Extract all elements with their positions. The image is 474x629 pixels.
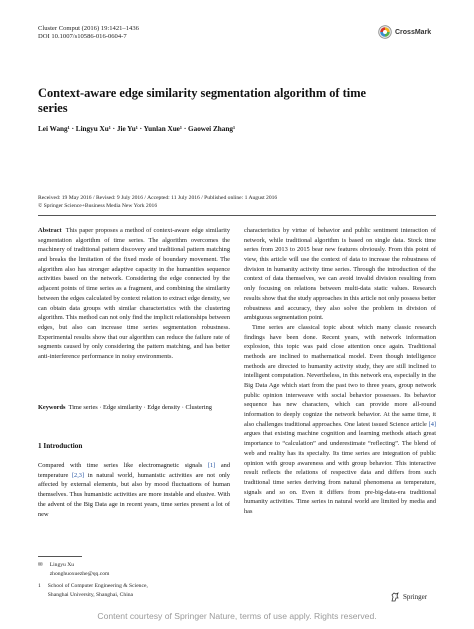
journal-citation [38,25,139,42]
keywords-text: Time series · Edge similarity · Edge density · Clustering [68,404,212,411]
citation-link[interactable]: [2,3] [71,471,85,479]
affiliation-mark: 1 [38,583,41,590]
intro-text-part: and temperature [38,462,231,479]
intro-text-part: Compared with time series like electromagnetic signals [38,462,208,469]
copyright-line: © Springer Science+Business Media New York 2016 [38,203,158,210]
journal-doi[interactable]: DOI 10.1007/s10586-016-0604-7 [38,33,127,41]
affiliation [38,582,230,599]
envelope-icon: ✉ [38,562,43,568]
article-history [38,194,277,211]
abstract-block [38,226,230,362]
abstract-label: Abstract [38,227,62,234]
crossmark-badge[interactable] [378,25,431,39]
abstract-text: This paper proposes a method of context-aware edge similarity segmentation algorithm of time series. The algorithm overcomes the machinery of traditional pattern discovery and traditional pattern matching and breaks the limitation of the fixed mode of boundary movement. The algorithm also has stronger adaptive capacity in the humanities sequence activities based on the network. Considering the edge connected by the adjacent points of time series as a fragment, and combining the similarity between the edges calculated by context relation to extract edge density, we can obtain data groups with similar characteristics with the clustering algorithm. This method can not only find the implicit relationships between edges, but also can increase time series segmentation robustness. Experimental results show that our algorithm can reduce the failure rate of segments caused by only considering the pattern matching, and has better anti-interference performance in noisy environments. [38,227,231,360]
introduction-paragraph [38,461,230,519]
affiliation-line: Shanghai University, Shanghai, China [47,591,134,598]
crossmark-label: CrossMark [395,28,432,36]
body-text-part: argues that existing machine cognition and learning methods attach great importance to “calculation” and underestimate “reflecting”. The blend of web and reality has its specialty. Its time series are integration of public opinion with group awareness and with group behavior. This interactive result reflects the relations of respective data and differs from such traditional time series deriving from natural phenomena as temperature, signals and so on. Even it differs from pre-big-data-era traditional humanity activities. Time series in natural world are limited by media and has [244,430,436,515]
journal-issue: Cluster Comput (2016) 19:1421–1436 [38,25,139,32]
body-right-column [244,226,436,517]
body-paragraph: characteristics by virtue of behavior and public sentiment interaction of network, while traditional algorithm is based on single data. Stock time series from 2013 to 2015 bear new features obviously. From this point of view, this article will use the context of data to increase the robustness of division in humanity activity time series. Through the introduction of the context of data themselves, we can avoid invalid division resulting from only focusing on relations between multi-data static values. Research results show that the study approaches in this article not only possess better robustness and accuracy, they also solve the problem in division of ambiguous segmentation point. [244,227,436,322]
intro-text-part: in natural world, humanistic activities are not only affected by external elements, but also by mood fluctuations of human themselves. Thus humanistic activities are more instable and elusive. With the advent of the Big Data age in recent years, time series present a lot of new [38,471,230,518]
publisher-logo [390,592,427,602]
header-divider [38,215,436,216]
corresponding-author [38,561,230,578]
section-heading-introduction: 1 Introduction [38,442,83,450]
citation-link[interactable]: [1] [207,462,216,469]
author-name: Lingyu Xu [49,562,75,568]
footnote-divider [38,556,82,557]
author-list: Lei Wang¹ · Lingyu Xu¹ · Jie Yu¹ · Yunlan Xue¹ · Gaowei Zhang¹ [38,125,236,133]
publisher-name: Springer [403,593,428,601]
citation-link[interactable]: [4] [428,420,436,428]
publication-dates: Received: 19 May 2016 / Revised: 9 July 2016 / Accepted: 11 July 2016 / Published online: 1 August 2016 [38,195,278,201]
body-paragraph [244,323,436,517]
body-text-part: Time series are classical topic about which many classic research findings have been done. Recent years, with network information explosion, this topic was paid close attention once again. Traditional methods are inclined to mathematical model. Even though intelligence methods are directed to humanity activity study, they are still inclined to intelligent computation. Nevertheless, in this network era, especially in the Big Data Age which start from the past two to three years, group network public opinion interweave with social behavior possesses. Its behavior sequence has new characters, which can provide more all-round information to deeply cognize the network behavior. At the same time, it also challenges traditional approaches. One latest issued Science article [244,323,436,428]
keywords-label: Keywords [38,404,66,411]
keywords-block [38,403,230,413]
author-email[interactable]: zhonghuoxuezhe@qq.com [49,570,110,577]
courtesy-watermark: Content courtesy of Springer Nature, terms of use apply. Rights reserved. [97,611,377,621]
springer-horse-icon [390,592,400,602]
affiliation-line: School of Computer Engineering & Science, [47,583,148,590]
crossmark-icon [378,25,392,39]
article-title: Context-aware edge similarity segmentation algorithm of time series [38,86,367,115]
footnotes [38,561,230,599]
